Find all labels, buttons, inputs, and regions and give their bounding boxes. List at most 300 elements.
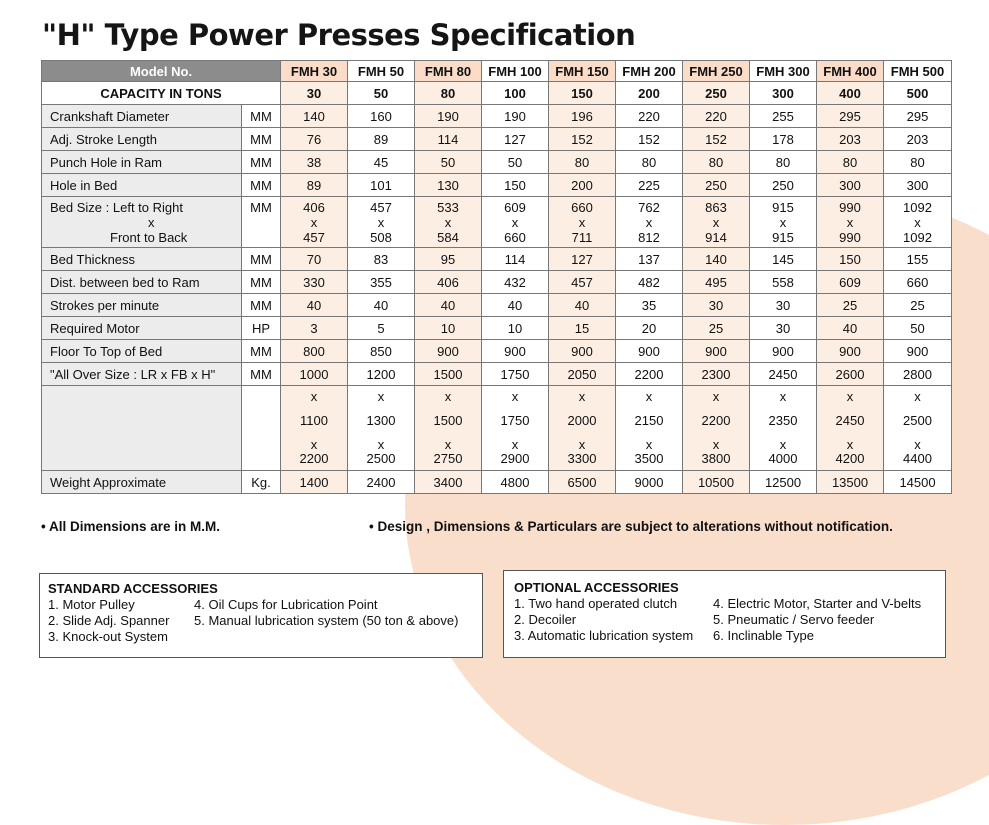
overall-fb: 2500 <box>903 413 932 428</box>
capacity-cell: 80 <box>415 82 482 105</box>
bed-size-separator: x <box>712 214 720 230</box>
overall-separator: x <box>377 389 385 404</box>
value-cell: 14500 <box>884 471 952 494</box>
bed-size-stack <box>549 200 615 245</box>
bed-size-separator: x <box>511 214 519 230</box>
model-header-cell: FMH 250 <box>683 61 750 82</box>
value-cell: 800 <box>281 340 348 363</box>
overall-separator: x <box>914 437 921 452</box>
standard-accessories-title: STANDARD ACCESSORIES <box>48 581 218 596</box>
bed-size-stack <box>616 200 682 245</box>
bed-size-lr: 660 <box>571 199 593 215</box>
overall-h: 4000 <box>768 451 798 466</box>
capacity-label: CAPACITY IN TONS <box>42 82 281 105</box>
capacity-cell: 200 <box>616 82 683 105</box>
overall-separator: x <box>645 437 653 452</box>
overall-separator: x <box>310 437 318 452</box>
overall-separator: x <box>914 389 921 404</box>
value-cell: 152 <box>549 128 616 151</box>
model-header-cell: FMH 30 <box>281 61 348 82</box>
value-cell: 295 <box>817 105 884 128</box>
value-cell: 190 <box>415 105 482 128</box>
value-cell: 900 <box>884 340 952 363</box>
unit-cell: MM <box>242 105 281 128</box>
overall-fb: 1300 <box>366 413 396 428</box>
row-label: Crankshaft Diameter <box>42 105 242 128</box>
value-cell: 140 <box>281 105 348 128</box>
unit-cell-empty <box>242 386 281 471</box>
model-header-cell: FMH 500 <box>884 61 952 82</box>
overall-detail-cell <box>884 386 952 471</box>
bed-size-lr: 457 <box>370 199 392 215</box>
value-cell: 178 <box>750 128 817 151</box>
value-cell: 40 <box>281 294 348 317</box>
value-cell: 900 <box>549 340 616 363</box>
overall-detail-stack <box>482 390 548 466</box>
unit-cell: MM <box>242 271 281 294</box>
model-header-cell: FMH 80 <box>415 61 482 82</box>
bed-size-lr: 1092 <box>903 199 932 215</box>
bed-size-label: Bed Size : Left to Right <box>50 199 183 215</box>
row-label: Floor To Top of Bed <box>42 340 242 363</box>
value-cell: 40 <box>348 294 415 317</box>
overall-fb: 2150 <box>634 413 664 428</box>
value-cell: 900 <box>750 340 817 363</box>
value-cell: 203 <box>884 128 952 151</box>
bed-size-fb: 914 <box>705 229 727 245</box>
row-label: Punch Hole in Ram <box>42 151 242 174</box>
value-cell: 190 <box>482 105 549 128</box>
overall-separator: x <box>712 389 720 404</box>
value-cell: 900 <box>482 340 549 363</box>
bed-size-stack <box>884 200 951 245</box>
unit-cell: MM <box>242 248 281 271</box>
value-cell: 127 <box>482 128 549 151</box>
value-cell: 10 <box>482 317 549 340</box>
specification-table <box>41 60 952 494</box>
value-cell: 355 <box>348 271 415 294</box>
alterations-note: • Design , Dimensions & Particulars are subject to alterations without notification. <box>369 519 893 534</box>
bed-size-lr: 915 <box>772 199 794 215</box>
value-cell: 196 <box>549 105 616 128</box>
row-label-empty <box>42 386 242 471</box>
value-cell: 900 <box>616 340 683 363</box>
row-label: Bed Thickness <box>42 248 242 271</box>
list-item: 4. Electric Motor, Starter and V-belts <box>713 596 922 611</box>
value-cell: 152 <box>683 128 750 151</box>
value-cell: 114 <box>482 248 549 271</box>
bed-size-cell <box>884 197 952 248</box>
overall-separator: x <box>779 437 787 452</box>
value-cell: 80 <box>683 151 750 174</box>
value-cell: 40 <box>549 294 616 317</box>
bed-size-stack <box>817 200 883 245</box>
page-title: "H" Type Power Presses Specification <box>42 18 636 52</box>
overall-fb: 2350 <box>768 413 798 428</box>
bed-size-separator: x <box>377 214 385 230</box>
overall-detail-stack <box>884 390 951 466</box>
value-cell: 558 <box>750 271 817 294</box>
value-cell: 127 <box>549 248 616 271</box>
list-item: 3. Knock-out System <box>48 629 168 644</box>
overall-size-detail-row <box>42 386 952 471</box>
value-cell: 300 <box>884 174 952 197</box>
value-cell: 406 <box>415 271 482 294</box>
overall-detail-cell <box>415 386 482 471</box>
capacity-cell: 50 <box>348 82 415 105</box>
bed-size-cell <box>281 197 348 248</box>
bed-size-lr: 990 <box>839 199 861 215</box>
value-cell: 101 <box>348 174 415 197</box>
bed-size-stack <box>281 200 347 245</box>
overall-detail-stack <box>750 390 816 466</box>
overall-h: 2900 <box>500 451 530 466</box>
overall-detail-stack <box>683 390 749 466</box>
bed-size-fb: 812 <box>638 229 660 245</box>
value-cell: 15 <box>549 317 616 340</box>
overall-detail-stack <box>415 390 481 466</box>
value-cell: 900 <box>817 340 884 363</box>
bed-size-separator: x <box>645 214 653 230</box>
bed-size-fb: 711 <box>571 229 593 245</box>
bed-size-lr: 533 <box>437 199 459 215</box>
overall-fb: 2200 <box>701 413 731 428</box>
value-cell: 1400 <box>281 471 348 494</box>
overall-h: 4200 <box>835 451 865 466</box>
bed-size-fb: 508 <box>370 229 392 245</box>
value-cell: 3 <box>281 317 348 340</box>
value-cell: 35 <box>616 294 683 317</box>
value-cell: 80 <box>616 151 683 174</box>
bed-size-stack <box>683 200 749 245</box>
model-header-cell: FMH 300 <box>750 61 817 82</box>
value-cell: 660 <box>884 271 952 294</box>
overall-separator: x <box>712 437 720 452</box>
overall-detail-stack <box>817 390 883 466</box>
unit-cell: MM <box>242 363 281 386</box>
value-cell: 850 <box>348 340 415 363</box>
overall-detail-stack <box>348 390 414 466</box>
value-cell: 20 <box>616 317 683 340</box>
bed-size-separator: x <box>779 214 787 230</box>
list-item: 3. Automatic lubrication system <box>514 628 694 643</box>
bed-size-separator: x <box>310 214 318 230</box>
row-label: Weight Approximate <box>42 471 242 494</box>
standard-accessories-box <box>39 573 483 658</box>
bed-size-fb: 915 <box>772 229 794 245</box>
value-cell: 50 <box>482 151 549 174</box>
overall-lr-cell: 1750 <box>482 363 549 386</box>
value-cell: 30 <box>750 317 817 340</box>
overall-lr-cell: 2800 <box>884 363 952 386</box>
bed-size-separator: x <box>578 214 586 230</box>
bed-size-stack <box>415 200 481 245</box>
value-cell: 13500 <box>817 471 884 494</box>
value-cell: 50 <box>884 317 952 340</box>
value-cell: 160 <box>348 105 415 128</box>
bed-size-row <box>42 197 952 248</box>
value-cell: 95 <box>415 248 482 271</box>
overall-fb: 2450 <box>835 413 865 428</box>
table-row <box>42 317 952 340</box>
value-cell: 152 <box>616 128 683 151</box>
bed-size-cell <box>616 197 683 248</box>
header-row <box>42 61 952 82</box>
value-cell: 10 <box>415 317 482 340</box>
value-cell: 76 <box>281 128 348 151</box>
value-cell: 40 <box>482 294 549 317</box>
overall-lr-cell: 1000 <box>281 363 348 386</box>
value-cell: 250 <box>750 174 817 197</box>
overall-h: 2200 <box>299 451 329 466</box>
overall-lr-cell: 2200 <box>616 363 683 386</box>
unit-cell: MM <box>242 340 281 363</box>
bed-size-stack <box>348 200 414 245</box>
value-cell: 140 <box>683 248 750 271</box>
table-row <box>42 271 952 294</box>
table-row <box>42 151 952 174</box>
unit-cell: MM <box>242 294 281 317</box>
value-cell: 203 <box>817 128 884 151</box>
overall-detail-cell <box>683 386 750 471</box>
value-cell: 482 <box>616 271 683 294</box>
table-row <box>42 174 952 197</box>
value-cell: 250 <box>683 174 750 197</box>
value-cell: 220 <box>616 105 683 128</box>
unit-cell: MM <box>242 174 281 197</box>
capacity-cell: 250 <box>683 82 750 105</box>
bed-size-fb: 457 <box>303 229 325 245</box>
bed-size-cell <box>482 197 549 248</box>
model-header-cell: FMH 400 <box>817 61 884 82</box>
overall-fb: 1750 <box>500 413 530 428</box>
overall-fb: 2000 <box>567 413 597 428</box>
bed-size-cell <box>415 197 482 248</box>
bed-size-separator: x <box>148 214 155 230</box>
value-cell: 25 <box>884 294 952 317</box>
value-cell: 150 <box>482 174 549 197</box>
value-cell: 5 <box>348 317 415 340</box>
bed-size-fb: 584 <box>437 229 459 245</box>
overall-h: 2750 <box>433 451 463 466</box>
bed-size-lr: 762 <box>638 199 660 215</box>
overall-separator: x <box>511 437 519 452</box>
value-cell: 137 <box>616 248 683 271</box>
unit-cell: MM <box>242 128 281 151</box>
capacity-cell: 150 <box>549 82 616 105</box>
value-cell: 295 <box>884 105 952 128</box>
overall-separator: x <box>578 389 586 404</box>
bed-size-separator: x <box>846 214 854 230</box>
unit-cell: Kg. <box>242 471 281 494</box>
overall-detail-cell <box>817 386 884 471</box>
overall-lr-cell: 1200 <box>348 363 415 386</box>
value-cell: 495 <box>683 271 750 294</box>
value-cell: 80 <box>884 151 952 174</box>
overall-fb: 1100 <box>300 413 328 428</box>
bed-size-stack <box>482 200 548 245</box>
bed-size-separator: x <box>444 214 452 230</box>
value-cell: 40 <box>817 317 884 340</box>
list-item: 6. Inclinable Type <box>713 628 814 643</box>
value-cell: 130 <box>415 174 482 197</box>
overall-detail-cell <box>482 386 549 471</box>
value-cell: 255 <box>750 105 817 128</box>
capacity-cell: 30 <box>281 82 348 105</box>
value-cell: 900 <box>415 340 482 363</box>
list-item: 4. Oil Cups for Lubrication Point <box>194 597 378 612</box>
value-cell: 80 <box>750 151 817 174</box>
overall-detail-cell <box>348 386 415 471</box>
unit-cell: MM <box>242 197 281 248</box>
table-row <box>42 128 952 151</box>
overall-h: 2500 <box>366 451 396 466</box>
value-cell: 457 <box>549 271 616 294</box>
bed-size-cell <box>750 197 817 248</box>
bed-size-fb: 660 <box>504 229 526 245</box>
capacity-cell: 400 <box>817 82 884 105</box>
overall-separator: x <box>511 389 519 404</box>
overall-separator: x <box>444 437 452 452</box>
overall-separator: x <box>846 389 854 404</box>
list-item: 2. Decoiler <box>514 612 577 627</box>
capacity-cell: 100 <box>482 82 549 105</box>
overall-detail-stack <box>281 390 347 466</box>
value-cell: 150 <box>817 248 884 271</box>
overall-lr-cell: 1500 <box>415 363 482 386</box>
overall-lr-cell: 2600 <box>817 363 884 386</box>
value-cell: 300 <box>817 174 884 197</box>
overall-detail-stack <box>549 390 615 466</box>
value-cell: 200 <box>549 174 616 197</box>
value-cell: 145 <box>750 248 817 271</box>
value-cell: 45 <box>348 151 415 174</box>
overall-h: 3500 <box>634 451 664 466</box>
value-cell: 70 <box>281 248 348 271</box>
value-cell: 38 <box>281 151 348 174</box>
list-item: 1. Motor Pulley <box>48 597 135 612</box>
value-cell: 89 <box>281 174 348 197</box>
model-header-cell: FMH 50 <box>348 61 415 82</box>
table-row <box>42 248 952 271</box>
row-label: Required Motor <box>42 317 242 340</box>
list-item: 5. Manual lubrication system (50 ton & above) <box>194 613 459 628</box>
value-cell: 220 <box>683 105 750 128</box>
model-header-cell: FMH 200 <box>616 61 683 82</box>
bed-size-lr: 406 <box>303 199 325 215</box>
capacity-cell: 500 <box>884 82 952 105</box>
overall-separator: x <box>578 437 586 452</box>
value-cell: 40 <box>415 294 482 317</box>
table-row <box>42 340 952 363</box>
row-label: Hole in Bed <box>42 174 242 197</box>
overall-separator: x <box>444 389 452 404</box>
capacity-cell: 300 <box>750 82 817 105</box>
value-cell: 9000 <box>616 471 683 494</box>
overall-separator: x <box>310 389 318 404</box>
bed-size-cell <box>549 197 616 248</box>
row-label: Dist. between bed to Ram <box>42 271 242 294</box>
overall-separator: x <box>377 437 385 452</box>
optional-accessories-box <box>503 570 946 658</box>
overall-h: 3800 <box>701 451 731 466</box>
row-label: Strokes per minute <box>42 294 242 317</box>
overall-detail-cell <box>750 386 817 471</box>
overall-fb: 1500 <box>433 413 463 428</box>
bed-size-cell <box>683 197 750 248</box>
value-cell: 4800 <box>482 471 549 494</box>
list-item: 1. Two hand operated clutch <box>514 596 678 611</box>
model-header-cell: FMH 100 <box>482 61 549 82</box>
row-label: "All Over Size : LR x FB x H" <box>42 363 242 386</box>
overall-detail-cell <box>549 386 616 471</box>
value-cell: 12500 <box>750 471 817 494</box>
optional-accessories-title: OPTIONAL ACCESSORIES <box>514 580 679 595</box>
overall-lr-cell: 2050 <box>549 363 616 386</box>
value-cell: 114 <box>415 128 482 151</box>
dimensions-note: • All Dimensions are in M.M. <box>41 519 221 534</box>
bed-size-lr: 863 <box>705 199 727 215</box>
capacity-row <box>42 82 952 105</box>
overall-separator: x <box>779 389 787 404</box>
value-cell: 30 <box>750 294 817 317</box>
overall-h: 3300 <box>567 451 597 466</box>
bed-size-stack <box>750 200 816 245</box>
value-cell: 2400 <box>348 471 415 494</box>
value-cell: 155 <box>884 248 952 271</box>
overall-separator: x <box>846 437 854 452</box>
overall-detail-stack <box>616 390 682 466</box>
overall-size-row <box>42 363 952 386</box>
value-cell: 80 <box>549 151 616 174</box>
value-cell: 432 <box>482 271 549 294</box>
overall-detail-cell <box>616 386 683 471</box>
model-header-cell: FMH 150 <box>549 61 616 82</box>
list-item: 5. Pneumatic / Servo feeder <box>713 612 875 627</box>
overall-h: 4400 <box>903 451 932 466</box>
row-label: Adj. Stroke Length <box>42 128 242 151</box>
value-cell: 330 <box>281 271 348 294</box>
unit-cell: MM <box>242 151 281 174</box>
overall-lr-cell: 2300 <box>683 363 750 386</box>
value-cell: 225 <box>616 174 683 197</box>
value-cell: 25 <box>817 294 884 317</box>
value-cell: 6500 <box>549 471 616 494</box>
table-row <box>42 294 952 317</box>
unit-cell: HP <box>242 317 281 340</box>
value-cell: 83 <box>348 248 415 271</box>
value-cell: 30 <box>683 294 750 317</box>
weight-row <box>42 471 952 494</box>
overall-detail-cell <box>281 386 348 471</box>
value-cell: 89 <box>348 128 415 151</box>
bed-size-label-front: Front to Back <box>110 229 188 245</box>
model-number-header: Model No. <box>42 61 281 82</box>
bed-size-fb: 990 <box>839 229 861 245</box>
overall-lr-cell: 2450 <box>750 363 817 386</box>
bed-size-lr: 609 <box>504 199 526 215</box>
bed-size-cell <box>348 197 415 248</box>
row-label <box>42 197 242 248</box>
table-row <box>42 105 952 128</box>
value-cell: 25 <box>683 317 750 340</box>
value-cell: 50 <box>415 151 482 174</box>
value-cell: 80 <box>817 151 884 174</box>
list-item: 2. Slide Adj. Spanner <box>48 613 170 628</box>
value-cell: 609 <box>817 271 884 294</box>
value-cell: 900 <box>683 340 750 363</box>
bed-size-fb: 1092 <box>903 229 932 245</box>
